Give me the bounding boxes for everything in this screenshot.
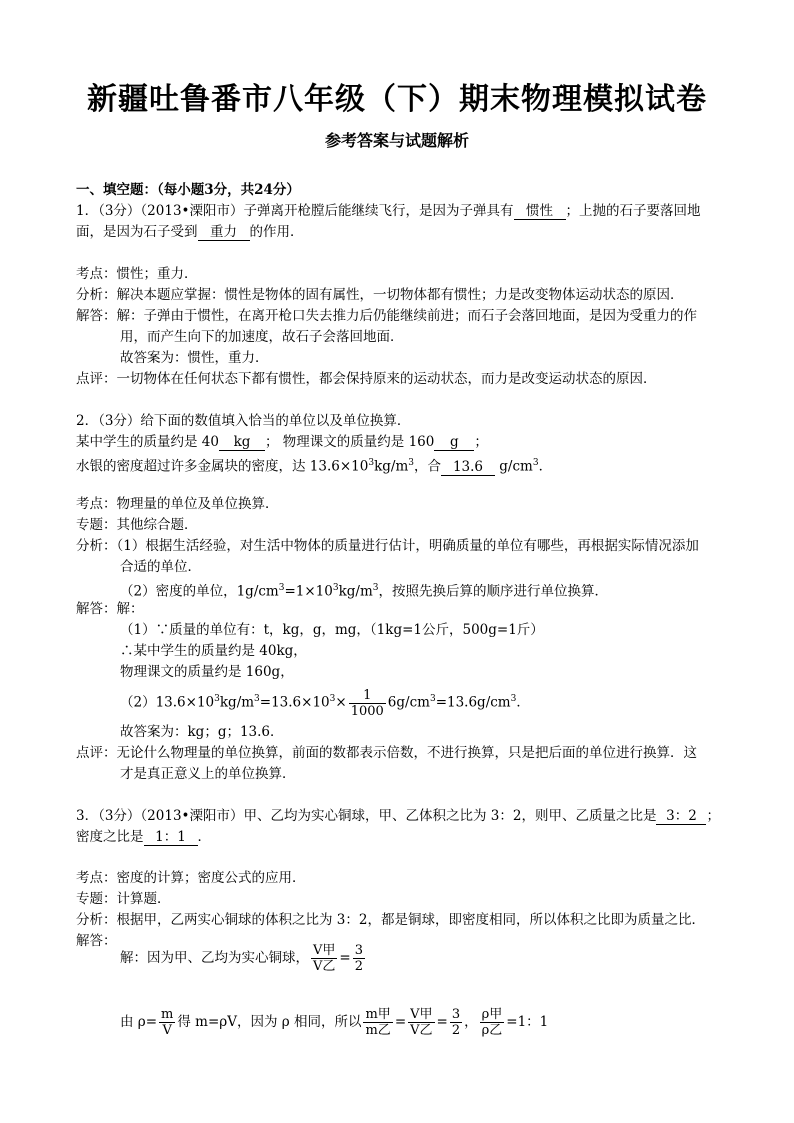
fraction-m-over-v: $\frac{m}{V}$ — [161, 1007, 174, 1038]
q2-fenxi-3: （2）密度的单位，$1g/cm^3=1\times 10^3kg/m^3$，按照先换后算的顺序进行单位换算． — [120, 583, 608, 600]
q3-answer-2: 1：1 — [144, 830, 198, 846]
q2-jieda-3: 物理课文的质量约是 160g， — [120, 664, 294, 680]
q2-fenxi-2: 合适的单位． — [120, 559, 201, 575]
q1-answer-2: 重力 — [198, 225, 250, 241]
q2-jieda-4: $(2)13.6\times 10^3kg/m^3=13.6\times 10^3\times$ $\frac{1}{1000}$ $6g/cm^3=13.6g/cm^3$． — [120, 687, 530, 719]
q2-answer-2: g — [434, 435, 474, 451]
q1-answer-1: 惯性 — [514, 204, 566, 220]
q3-zhuanti: 专题：计算题． — [76, 891, 171, 907]
q2-zhuanti: 专题：其他综合题． — [76, 517, 198, 533]
q2-dianping-2: 才是真正意义上的单位换算． — [120, 766, 296, 782]
q2-dianping-1: 点评：无论什么物理量的单位换算，前面的数都表示倍数，不进行换算，只是把后面的单位进行换算．这 — [76, 745, 697, 761]
fraction-3-over-2-b: $\frac{3}{2}$ — [451, 1007, 461, 1038]
q2-jieda-1: （1）∵质量的单位有：t，kg，g，mg，（1kg=1公斤，500g=1斤） — [120, 622, 544, 638]
q2-stem-line2: 某中学生的质量约是 40 kg ； 物理课文的质量约是 160 g ； — [76, 434, 488, 450]
q2-stem-line3: 水银的密度超过许多金属块的密度，达 $13.6\times 10^3kg/m^3$，合 13.6 $g/cm^3$． — [76, 458, 553, 475]
page-subtitle: 参考答案与试题解析 — [324, 131, 469, 150]
q2-answer-1: kg — [219, 435, 265, 451]
q1-stem-line1: 1．（3分）（2013•溧阳市）子弹离开枪膛后能继续飞行，是因为子弹具有 惯性 ；上抛的石子要落回地 — [76, 203, 701, 219]
q3-jieda-2: 由 ρ= $\frac{m}{V}$ 得 m=ρV，因为 ρ 相同，所以 $\frac{\text{m甲}}{\text{m乙}}$ = $\frac{\text{V甲}}{\text{V乙}}$ = $\frac{3}{2}$ ， $\frac{\text{ρ甲}}{\text{ρ乙}}$ =1：1 — [120, 1007, 549, 1038]
fraction-1-over-1000: $\frac{1}{1000}$ — [350, 687, 384, 719]
q3-fenxi: 分析：根据甲，乙两实心铜球的体积之比为 3：2，都是铜球，即密度相同，所以体积之比即为质量之比． — [76, 912, 705, 928]
q1-jieda-2: 用，而产生向下的加速度，故石子会落回地面． — [120, 329, 404, 345]
fraction-3-over-2: $\frac{3}{2}$ — [354, 943, 363, 974]
q3-answer-1: 3：2 — [656, 809, 706, 825]
q1-jieda-3: 故答案为：惯性，重力． — [120, 350, 269, 366]
q3-jieda-0: 解答： — [76, 933, 117, 949]
fraction-v-ratio-2: $\frac{\text{V甲}}{\text{V乙}}$ — [410, 1007, 433, 1038]
q1-kaodian: 考点：惯性；重力． — [76, 266, 198, 282]
q2-stem-line1: 2．（3分）给下面的数值填入恰当的单位以及单位换算． — [76, 413, 411, 429]
page-title: 新疆吐鲁番市八年级（下）期末物理模拟试卷 — [87, 82, 707, 117]
q2-jieda-2: ∴某中学生的质量约是 40kg， — [120, 643, 307, 659]
fraction-v-ratio: $\frac{\text{V甲}}{\text{V乙}}$ — [313, 943, 336, 974]
q2-kaodian: 考点：物理量的单位及单位换算． — [76, 496, 279, 512]
q2-answer-3: 13.6 — [441, 460, 495, 476]
fraction-rho-ratio: $\frac{\text{ρ甲}}{\text{ρ乙}}$ — [481, 1007, 503, 1038]
q1-stem-line2: 面，是因为石子受到 重力 的作用． — [76, 224, 304, 240]
q2-jieda-5: 故答案为：kg；g；13.6． — [120, 724, 284, 740]
q1-jieda-1: 解答：解：子弹由于惯性，在离开枪口失去推力后仍能继续前进；而石子会落回地面，是因为受重力的作 — [76, 308, 697, 324]
section-heading: 一、填空题：（每小题3分，共24分） — [76, 182, 300, 198]
q1-fenxi: 分析：解决本题应掌握：惯性是物体的固有属性，一切物体都有惯性；力是改变物体运动状态的原因． — [76, 287, 684, 303]
q2-jieda-0: 解答：解： — [76, 601, 144, 617]
q1-dianping: 点评：一切物体在任何状态下都有惯性，都会保持原来的运动状态，而力是改变运动状态的原因． — [76, 371, 657, 387]
q3-stem-line2: 密度之比是 1：1 ． — [76, 829, 211, 845]
q3-stem-line1: 3．（3分）（2013•溧阳市）甲、乙均为实心铜球，甲、乙体积之比为 3：2，则甲、乙质量之比是 3：2 ； — [76, 808, 720, 824]
q3-kaodian: 考点：密度的计算；密度公式的应用． — [76, 870, 306, 886]
q3-jieda-1: 解：因为甲、乙均为实心铜球， $\frac{\text{V甲}}{\text{V乙}}$ = $\frac{3}{2}$ — [120, 943, 363, 974]
fraction-m-ratio: $\frac{\text{m甲}}{\text{m乙}}$ — [365, 1007, 391, 1038]
q2-fenxi-1: 分析：（1）根据生活经验，对生活中物体的质量进行估计，明确质量的单位有哪些，再根据实际情况添加 — [76, 538, 699, 554]
